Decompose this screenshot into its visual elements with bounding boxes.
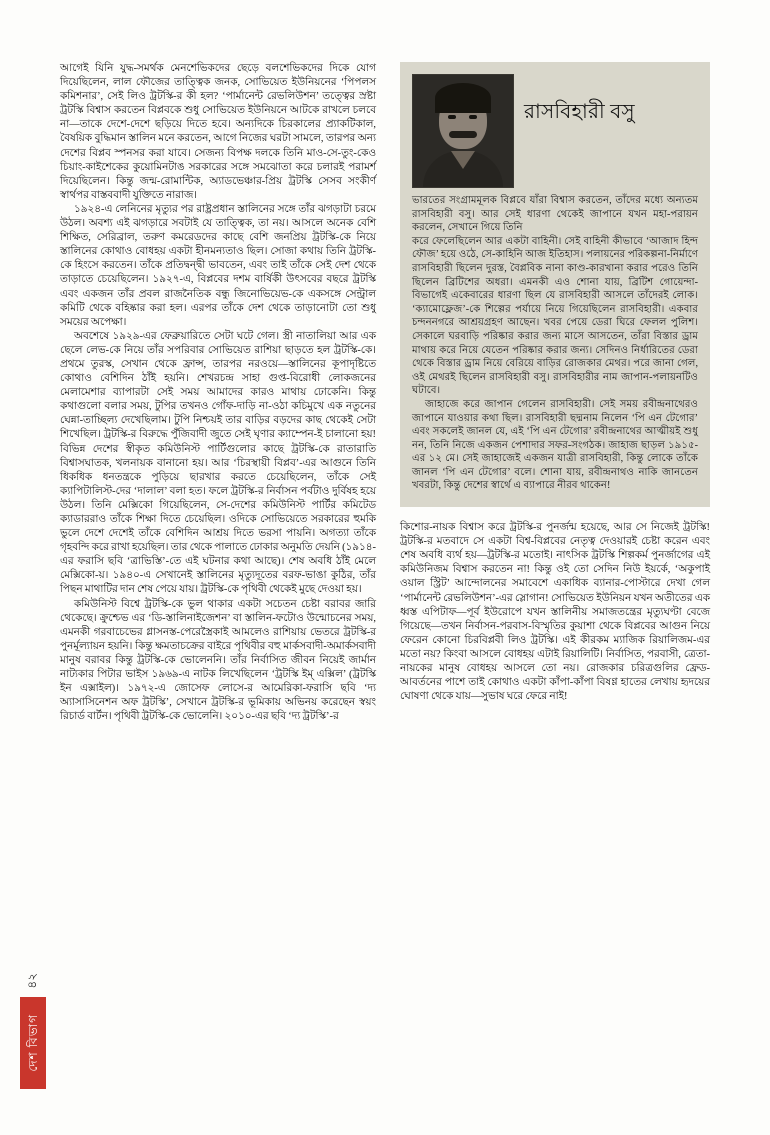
section-tab — [20, 997, 46, 1089]
body-paragraph: কমিউনিস্ট বিশ্বে ট্রটস্কি-কে ভুল থাকার একটা সচেতন চেষ্টা বরাবর জারি থেকেছে। ক্রুশ্চেভ এর ‘ডি-স্তালিনাইজেশন’ বা স্তালিন-ফটোও উন্মোচনের সময়, এমনকী গরবাচেভের গ্লাসনস্ত-পেরেস্ত্রৈকাই আমলেও রাশিয়ায় ভেতরে ট্রটস্কি-র পুনর্মূল্যায়ন হয়নি। কিন্তু ক্ষমতাচক্রের বাইরে পৃথিবীর বহু মার্কসবাদী-অমার্কসবাদী মানুষ বরাবর কিন্তু ট্রটস্কি-কে ভোলেননি। তাঁর নির্বাসিত জীবন নিয়েই জার্মান নাট্যকার পিটার ভাইস ১৯৬৯-এ নাটক লিখেছিলেন ‘ট্রটস্কি ইম্‌ এক্সিল’ (ট্রটস্কি ইন এক্সাইল)। ১৯৭২-এ জোসেফ লোসে-র আমেরিকা-ফরাসি ছবি ‘দ্য অ্যাসাসিনেশন অফ ট্রটস্কি’, সেখানে ট্রটস্কি-র ভূমিকায় অভিনয় করেছেন স্বয়ং রিচার্ড বার্টন। পৃথিবী ট্রটস্কি-কে ভোলেনি। ২০১০-এর ছবি ‘দ্য ট্রটস্কি’-র — [60, 598, 376, 723]
feature-header — [412, 74, 698, 188]
portrait-photo — [412, 74, 514, 188]
right-column — [400, 62, 710, 1072]
page-content — [60, 62, 710, 1072]
page-number: ৪২ — [25, 973, 39, 989]
sidebar-feature-box — [400, 62, 710, 507]
right-column-text — [400, 521, 710, 704]
body-paragraph: ১৯২৪-এ লেনিনের মৃত্যুর পর রাষ্ট্রপ্রধান স্তালিনের সঙ্গে তাঁর ঝগড়াটা চরমে উঠল। অবশ্য এই ঝগড়ারে সবটাই যে তাত্ত্বিক, তা নয়। আসলে অনেক বেশি শিক্ষিত, সেরিব্রাল, তরুণ কমরেডদের কাছে বেশি জনপ্রিয় ট্রটস্কি-কে নিয়ে স্তালিনের কোথাও বোধহয় একটা হীনমন্যতাও ছিল। সোজা কথায় তিনি ট্রটস্কি-কে হিংসে করতেন। তাঁকে প্রতিদ্বন্দ্বী ভাবতেন, এবং তাই তাঁকে সেই দেশ থেকে তাড়াতে চেয়েছিলেন। ১৯২৭-এ, বিপ্লবের দশম বার্ষিকী উৎসবের বছরে ট্রটস্কি এবং একজন তাঁর প্রবল রাজনৈতিক বন্ধু জিনোভিয়েভ-কে একসঙ্গে সেন্ট্রাল কমিটি থেকে বহিষ্কার করা হল। এরপর তাঁকে দেশ থেকে তাড়ানোটা তো শুধু সময়ের অপেক্ষা। — [60, 203, 376, 328]
body-paragraph: আগেই যিনি যুদ্ধ-সমর্থক মেনশেভিকদের ছেড়ে বলশেভিকদের দিকে যোগ দিয়েছিলেন, লাল ফৌজের তাত্ত্বিক জনক, সোভিয়েত ইউনিয়নের ‘পিপলস কমিশনার’, সেই লিও ট্রটস্কি-র কী হল? ‘পার্মানেন্ট রেভলিউশন’ তত্ত্বের স্রষ্টা ট্রটস্কি বিশ্বাস করতেন বিপ্লবকে শুধু সোভিয়েত ইউনিয়নে আটকে রাখলে চলবে না—তাকে দেশে-দেশে ছড়িয়ে দিতে হবে। অন্যদিকে চিরকালের প্র্যাকটিকাল, বৈষয়িক বুদ্ধিমান স্তালিন মনে করতেন, আগে নিজের ঘরটা সামলে, তারপর অন্য দেশের বিপ্লব স্পনসর করা যাবে। সেজন্য বিপক্ষ দলকে তিনি মাও-সে-তুং-কেও চিয়াং-কাইশেকের কুয়োমিনটাঙ সরকারের সঙ্গে সমঝোতা করে চলারই পরামর্শ দিয়েছিলেন। কিন্তু জন্ম-রোমান্টিক, অ্যাডভেঞ্চার-প্রিয় ট্রটস্কি সেসব সংকীর্ণ স্বার্থপর বাস্তববাদী যুক্তিতে নারাজ। — [60, 63, 376, 201]
body-paragraph: অবশেষে ১৯২৯-এর ফেব্রুয়ারিতে সেটা ঘটে গেল। স্ত্রী নাতালিয়া আর এক ছেলে লেভ-কে নিয়ে তাঁর সপরিবার সোভিয়েত রাশিয়া ছাড়তে হল ট্রটস্কি-কে। প্রথমে তুরস্ক, সেখান থেকে ফ্রান্স, তারপর নরওয়ে—স্তালিনের কূপাদৃষ্টিতে কোথাও বেশিদিন ঠাঁই হয়নি। শেখরচন্দ্র সাহা গুপ্ত-বিরোধী লোকজনের মেলামেশার ব্যাপারটা সেই সময় আমাদের কারও মাথায় ঢোকেনি। কিন্তু কথাগুলো বলার সময়, টুপির তখনও গোঁফ-দাড়ি না-ওঠা কচিমুখে এক নতুনের ঘেন্না-তাচ্ছিল্য দেখেছিলাম। টুপি নিশ্চয়ই তার বাড়ির বড়দের কাছ থেকেই সেটা শিখেছিল। ট্রটস্কি-র বিরুদ্ধে পুঁজিবাদী জুতে সেই ঘৃণার ক্যাম্পেন-ই চালানো হয়! বিভিন্ন দেশের স্বীকৃত কমিউনিস্ট পার্টিগুলোর কাছে ট্রটস্কি-কে রাতারাতি বিশ্বাসঘাতক, খলনায়ক বানানো হয়। আর ‘চিরস্থায়ী বিপ্লব’-এর আগুনে তিনি ধিকধিক ধনতন্ত্রকে পুড়িয়ে ছারখার করতে চেয়েছিলেন, তাঁকে সেই ক্যাপিটালিস্ট-দের ‘দালাল’ বলা হত। ফলে ট্রটস্কি-র নির্বাসন পর্বটাও দুর্বিষহ হয়ে উঠল। তিনি মেক্সিকো গিয়েছিলেন, সে-দেশের কমিউনিস্ট পার্টির কমিটেড ক্যাডাররাও তাঁকে শিক্ষা দিতে চেয়েছিল। ওদিকে সোভিয়েতে সরকারের হুমকি ভুলে দেশে দেশেই তাঁকে বেশিদিন আশ্রয় দিতে ভরসা পায়নি। অগত্যা তাঁকে গৃহবন্দি করে রাখা হয়েছিল। তার থেকে পালাতে ঢোকার অনুমতি দেয়নি (১৯১৪-এর ফরাসি ছবি ‘ত্রাভিস্তি’-তে এই ঘটনার কথা আছে)। শেষ অবধি ঠাঁই মেলে মেক্সিকো-য়। ১৯৪০-এ সেখানেই স্তালিনের মৃত্যুদূতের বরফ-ভাঙা কুঠির, তাঁর পিছন মাথাটির দান শেষ পেয়ে যায়। ট্রটস্কি-কে পৃথিবী থেকেই মুছে দেওয়া হয়। — [60, 330, 376, 596]
feature-lead: ভারতের সংগ্রামমূলক বিপ্লবে যাঁরা বিশ্বাস করতেন, তাঁদের মধ্যে অন্যতম রাসবিহারী বসু। আর সেই ধারণা থেকেই জাপানে যখন মহা-পরায়ন করলেন, সেখানে গিয়ে তিনি — [412, 195, 698, 234]
left-column — [60, 62, 376, 1072]
body-paragraph: কিশোর-নায়ক বিশ্বাস করে ট্রটস্কি-র পুনর্জন্ম হয়েছে, আর সে নিজেই ট্রটস্কি! ট্রটস্কি-র মতবাদে সে একটা বিশ্ব-বিপ্লবের নেতৃত্ব দেওয়ারই চেষ্টা করেন এবং শেষ অবধি ব্যর্থ হয়—ট্রটস্কি-র মতোই। নাৎসিক ট্রটস্কি শিল্পকর্ম পুনর্জাগের এই কমিউনিজম বিশ্বাস করতেন না! কিন্তু ওই তো সেদিন নিউ ইয়র্কে, ‘অকুপাই ওয়াল স্ট্রিট’ আন্দোলনের সমাবেশে একাধিক ব্যানার-পোস্টারে দেখা গেল ‘পার্মানেন্ট রেভলিউশন’-এর স্লোগান! সোভিয়েত ইউনিয়ন যখন অতীতের এক ধ্বস্ত এপিটাফ—পূর্ব ইউরোপে যখন স্তালিনীয় সমাজতন্ত্রের মৃত্যুঘণ্টা বেজে গিয়েছে—তখন নির্বাসন-পরবাস-বিস্মৃতির কুয়াশা থেকে বিপ্লবের আগুন নিয়ে ফেরেন কোনো চিরবিপ্লবী লিও ট্রটস্কি। এই কীরকম ম্যাজিক রিয়ালিজম-এর মতো নয়? কিংবা আসলে বোধহয় এটাই রিয়ালিটি। নির্বাসিত, পরবাসী, ত্রেতা-নায়কের মানুষ বোধহয় আসলে তো নয়। রোজকার চরিত্রগুলির ফ্রেড-আবর্তনের পাশে তাই কোথাও একটা কাঁপা-কাঁপা বিষণ্ণ হাতের লেখায় হৃদয়ের ঘোষণা থেকে যায়—সুভাষ ঘরে ফেরে নাই! — [400, 522, 710, 703]
section-tab-label: দেশ বিভাগ — [26, 1014, 40, 1072]
feature-body-paragraph: করে ফেলেছিলেন আর একটা বাহিনী। সেই বাহিনী কীভাবে ‘আজাদ হিন্দ ফৌজ’ হয়ে ওঠে, সে-কাহিনি আজ ইতিহাস। পলায়নের পরিকল্পনা-নির্মাণে রাসবিহারী ছিলেন দুরস্ত, বৈপ্লবিক নানা কাণ্ড-কারখানা করার পরেও তিনি ছিলেন ব্রিটিশের অধরা। এমনকী এও শোনা যায়, ব্রিটিশ গোয়েন্দা-বিভাগেই একেবারের ধারণা ছিল যে রাসবিহারী আসলে তাঁদেরই লোক। ‘ক্যামোফ্লেজ’-কে শিল্পের পর্যায়ে নিয়ে গিয়েছিলেন রাসবিহারী। একবার চন্দননগরে আশ্রয়গ্রহণ আছেন। খবর পেয়ে ডেরা ঘিরে ফেলল পুলিশ। সেকালে ঘরবাড়ি পরিষ্কার করার জন্য মাসে আসতেন, তাঁরা বিস্তার ড্রাম মাথায় করে নিয়ে যেতেন পরিষ্কার করার জন্য। সেদিনও নির্ধারিতের ডেরা থেকে বিস্তার ড্রাম নিয়ে বেরিয়ে বাড়ির রোজকার মেথর। পরে জানা গেল, ওই মেথরই ছিলেন রাসবিহারী বসু। রাসবিহারীর নাম জাপান-পলায়নটিও ঘটাবে। — [412, 235, 698, 397]
feature-lead-wrap — [412, 194, 698, 493]
feature-title: রাসবিহারী বসু — [524, 101, 635, 123]
feature-body-paragraph: জাহাজে করে জাপান গেলেন রাসবিহারী। সেই সময় রবীন্দ্রনাথেরও জাপানে যাওয়ার কথা ছিল। রাসবিহারী ছদ্মনাম নিলেন ‘পি এন টেগোর’ এবং সকলেই জানল যে, এই ‘পি এন টেগোর’ রবীন্দ্রনাথের আত্মীয়ই শুধু নন, তিনি নিজে একজন পেশাদার সফর-সংগঠক। জাহাজ ছাড়ল ১৯১৫-এর ১২ মে। সেই জাহাজেই একজন যাত্রী রাসবিহারী, কিন্তু লোকে তাঁকে জানল ‘পি এন টেগোর’ বলে। শোনা যায়, রবীন্দ্রনাথও নাকি জানতেন খবরটা, কিন্তু দেশের স্বার্থে এ ব্যাপারে নীরব থাকেন! — [412, 398, 698, 492]
